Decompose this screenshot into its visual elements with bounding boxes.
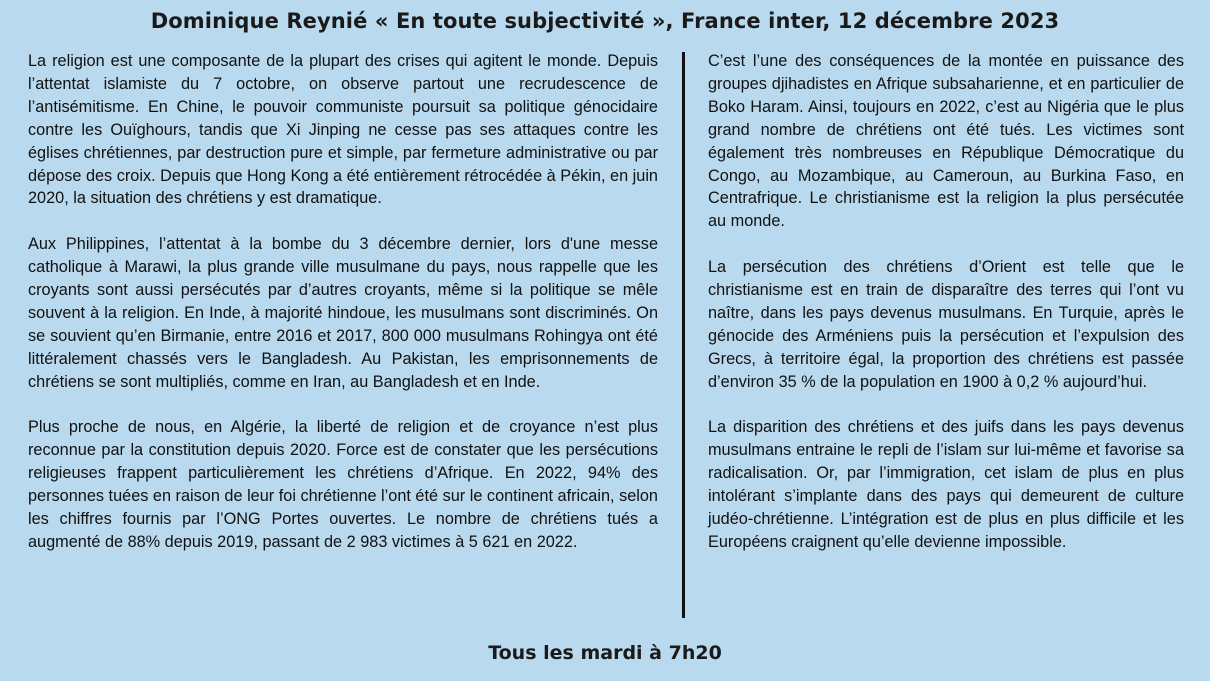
broadcast-schedule: Tous les mardi à 7h20 (488, 642, 722, 664)
paragraph: C’est l’une des conséquences de la montée en puissance des groupes djihadistes en Afrique subsaharienne, et en particulier de Boko Haram. Ainsi, toujours en 2022, c’est au Nigéria que le plus grand nombre de chrétiens ont été tués. Les victimes sont également très nombreuses en République Démocratique du Congo, au Mozambique, au Cameroun, au Burkina Faso, en Centrafrique. Le christianisme est la religion la plus persécutée au monde. (708, 52, 1184, 231)
column-divider (682, 52, 685, 618)
right-column (708, 50, 1184, 577)
paragraph: Aux Philippines, l’attentat à la bombe du 3 décembre dernier, lors d'une messe catholique à Marawi, la plus grande ville musulmane du pays, nous rappelle que les croyants sont aussi persécutés par d’autres croyants, même si la politique se mêle souvent à la religion. En Inde, à majorité hindoue, les musulmans sont discriminés. On se souvient qu’en Birmanie, entre 2016 et 2017, 800 000 musulmans Rohingya ont été littéralement chassés vers le Bangladesh. Au Pakistan, les emprisonnements de chrétiens se sont multipliés, comme en Iran, au Bangladesh et en Inde. (28, 235, 658, 391)
paragraph: La religion est une composante de la plupart des crises qui agitent le monde. Depuis l’attentat islamiste du 7 octobre, on observe partout une recrudescence de l’antisémitisme. En Chine, le pouvoir communiste poursuit sa politique génocidaire contre les Ouïghours, tandis que Xi Jinping ne cesse pas ses attaques contre les églises chrétiennes, par destruction pure et simple, par fermeture administrative ou par dépose des croix. Depuis que Hong Kong a été entièrement rétrocédée à Pékin, en juin 2020, la situation des chrétiens y est dramatique. (28, 52, 658, 208)
paragraph: La persécution des chrétiens d’Orient est telle que le christianisme est en train de disparaître des terres qui l’ont vu naître, dans les pays devenus musulmans. En Turquie, après le génocide des Arméniens puis la persécution et l’expulsion des Grecs, à territoire égal, la proportion des chrétiens est passée d’environ 35 % de la population en 1900 à 0,2 % aujourd’hui. (708, 258, 1184, 391)
paragraph: La disparition des chrétiens et des juifs dans les pays devenus musulmans entraine le repli de l’islam sur lui-même et favorise sa radicalisation. Or, par l’immigration, cet islam de plus en plus intolérant s’implante dans des pays qui demeurent de culture judéo-chrétienne. L’intégration est de plus en plus difficile et les Européens craignent qu’elle devienne impossible. (708, 418, 1184, 551)
paragraph: Plus proche de nous, en Algérie, la liberté de religion et de croyance n’est plus reconnue par la constitution depuis 2020. Force est de constater que les persécutions religieuses frappent particulièrement les chrétiens d’Afrique. En 2022, 94% des personnes tuées en raison de leur foi chrétienne l’ont été sur le continent africain, selon les chiffres fournis par l’ONG Portes ouvertes. Le nombre de chrétiens tués a augmenté de 88% depuis 2019, passant de 2 983 victimes à 5 621 en 2022. (28, 418, 658, 551)
left-column (28, 50, 658, 577)
page-title: Dominique Reynié « En toute subjectivité », France inter, 12 décembre 2023 (150, 9, 1060, 33)
